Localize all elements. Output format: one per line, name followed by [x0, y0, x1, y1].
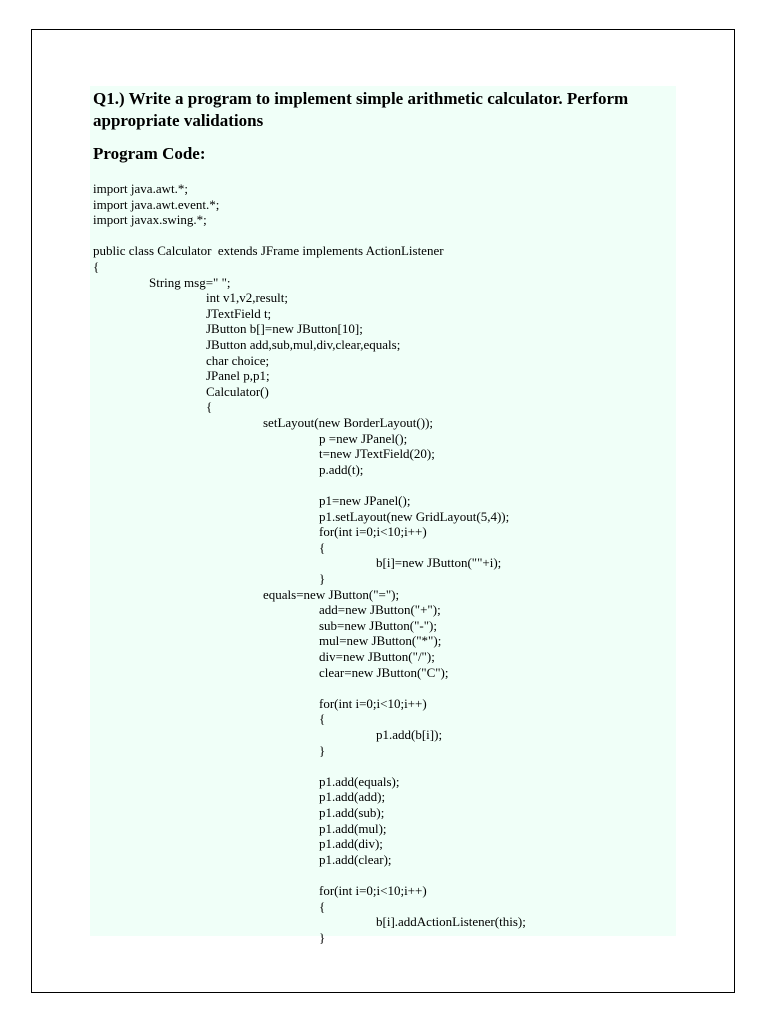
code-line: div=new JButton("/"); — [319, 649, 435, 664]
code-line: JTextField t; — [206, 306, 272, 321]
code-line: } — [319, 743, 326, 758]
code-line: p1.add(add); — [319, 789, 386, 804]
code-line: b[i]=new JButton(""+i); — [376, 555, 502, 570]
code-line: JPanel p,p1; — [206, 368, 270, 383]
code-line: equals=new JButton("="); — [263, 587, 400, 602]
code-line: JButton b[]=new JButton[10]; — [206, 321, 363, 336]
code-line: for(int i=0;i<10;i++) — [319, 883, 427, 898]
code-line: p =new JPanel(); — [319, 431, 408, 446]
code-line: { — [319, 540, 326, 555]
code-line: JButton add,sub,mul,div,clear,equals; — [206, 337, 401, 352]
code-line: p1.add(sub); — [319, 805, 385, 820]
code-line: import java.awt.event.*; — [93, 197, 220, 212]
code-line: Calculator() — [206, 384, 269, 399]
code-line: import javax.swing.*; — [93, 212, 207, 227]
question-line-2: appropriate validations — [93, 111, 264, 130]
code-line: b[i].addActionListener(this); — [376, 914, 526, 929]
code-line: t=new JTextField(20); — [319, 446, 435, 461]
code-line: p1.add(b[i]); — [376, 727, 443, 742]
code-line: add=new JButton("+"); — [319, 602, 441, 617]
code-line: { — [206, 399, 213, 414]
code-line: clear=new JButton("C"); — [319, 665, 449, 680]
code-line: p1=new JPanel(); — [319, 493, 411, 508]
code-line: int v1,v2,result; — [206, 290, 288, 305]
code-line: for(int i=0;i<10;i++) — [319, 696, 427, 711]
code-line: import java.awt.*; — [93, 181, 188, 196]
code-line: p1.add(clear); — [319, 852, 392, 867]
code-line: } — [319, 930, 326, 945]
code-line: String msg=" "; — [149, 275, 231, 290]
code-line: p1.setLayout(new GridLayout(5,4)); — [319, 509, 510, 524]
program-code-heading: Program Code: — [93, 144, 206, 163]
code-line: p1.add(equals); — [319, 774, 400, 789]
code-line: p1.add(div); — [319, 836, 383, 851]
code-line: char choice; — [206, 353, 270, 368]
code-line: { — [319, 899, 326, 914]
code-line: p.add(t); — [319, 462, 364, 477]
code-line: { — [319, 711, 326, 726]
code-line: public class Calculator extends JFrame implements ActionListener — [93, 243, 444, 258]
code-line: { — [93, 259, 100, 274]
code-line: } — [319, 571, 326, 586]
code-line: setLayout(new BorderLayout()); — [263, 415, 434, 430]
code-line: mul=new JButton("*"); — [319, 633, 442, 648]
code-line: for(int i=0;i<10;i++) — [319, 524, 427, 539]
question-line-1: Q1.) Write a program to implement simple arithmetic calculator. Perform — [93, 89, 629, 108]
code-line: sub=new JButton("-"); — [319, 618, 437, 633]
code-line: p1.add(mul); — [319, 821, 387, 836]
